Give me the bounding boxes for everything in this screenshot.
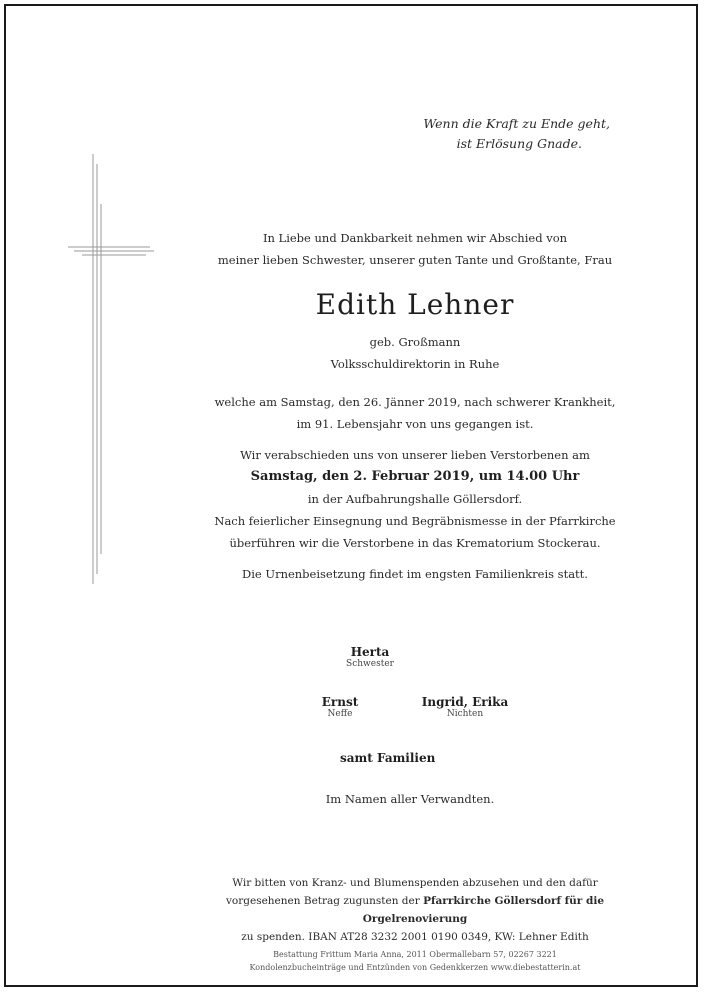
mourner-sister-name: Herta xyxy=(350,645,390,659)
donation-line-2-text: vorgesehenen Betrag zugunsten der xyxy=(225,895,424,907)
farewell-location: in der Aufbahrungshalle Göllersdorf. xyxy=(307,492,523,506)
farewell-date: Samstag, den 2. Februar 2019, um 14.00 Uhr xyxy=(250,469,580,484)
motto-line-1: Wenn die Kraft zu Ende geht, xyxy=(423,116,610,131)
footer xyxy=(200,948,630,974)
mourner-sister xyxy=(340,645,400,669)
cross-icon xyxy=(60,150,160,590)
motto-line-2: ist Erlösung Gnade. xyxy=(456,136,582,151)
relatives-note: Im Namen aller Verwandten. xyxy=(325,792,495,806)
farewell-line-1: Wir verabschieden uns von unserer lieben Verstorbenen am xyxy=(240,448,590,462)
motto xyxy=(380,114,610,154)
death-line-1: welche am Samstag, den 26. Jänner 2019, nach schwerer Krankheit, xyxy=(214,395,616,409)
footer-line-1: Bestattung Frittum Maria Anna, 2011 Obermallebarn 57, 02267 3221 xyxy=(273,950,557,959)
deceased-born: geb. Großmann xyxy=(369,335,461,349)
deceased-details xyxy=(200,331,630,375)
mourner-nieces-name: Ingrid, Erika xyxy=(421,695,509,709)
farewell-line-4: Nach feierlicher Einsegnung und Begräbnismesse in der Pfarrkirche xyxy=(214,514,616,528)
deceased-name: Edith Lehner xyxy=(315,288,515,321)
death-line-2: im 91. Lebensjahr von uns gegangen ist. xyxy=(296,417,534,431)
donation-line-3: zu spenden. IBAN AT28 3232 2001 0190 0349, KW: Lehner Edith xyxy=(241,931,589,943)
farewell xyxy=(200,444,630,554)
intro-line-1: In Liebe und Dankbarkeit nehmen wir Abschied von xyxy=(262,231,568,245)
mourner-nieces-role: Nichten xyxy=(446,709,484,719)
mourner-nephew xyxy=(310,695,370,719)
death-notice xyxy=(200,391,630,435)
deceased-title: Volksschuldirektorin in Ruhe xyxy=(330,357,500,371)
mourner-nephew-role: Neffe xyxy=(327,709,353,719)
donation-line-1: Wir bitten von Kranz- und Blumenspenden abzusehen und den dafür xyxy=(232,877,598,889)
urn-notice: Die Urnenbeisetzung findet im engsten Familienkreis statt. xyxy=(242,567,588,581)
donation xyxy=(200,874,630,946)
mourner-nieces xyxy=(410,695,520,719)
mourner-nephew-name: Ernst xyxy=(321,695,359,709)
mourner-sister-role: Schwester xyxy=(346,659,394,669)
families: samt Familien xyxy=(340,751,436,765)
footer-line-2: Kondolenzbucheinträge und Entzünden von Gedenkkerzen www.diebestatterin.at xyxy=(249,963,581,972)
donation-line-2 xyxy=(200,892,630,928)
intro-line-2: meiner lieben Schwester, unserer guten Tante und Großtante, Frau xyxy=(217,253,613,267)
intro xyxy=(200,227,630,271)
farewell-line-5: überführen wir die Verstorbene in das Krematorium Stockerau. xyxy=(229,536,601,550)
donation-beneficiary: Pfarrkirche Göllersdorf für die Orgelrenovierung xyxy=(362,895,605,925)
